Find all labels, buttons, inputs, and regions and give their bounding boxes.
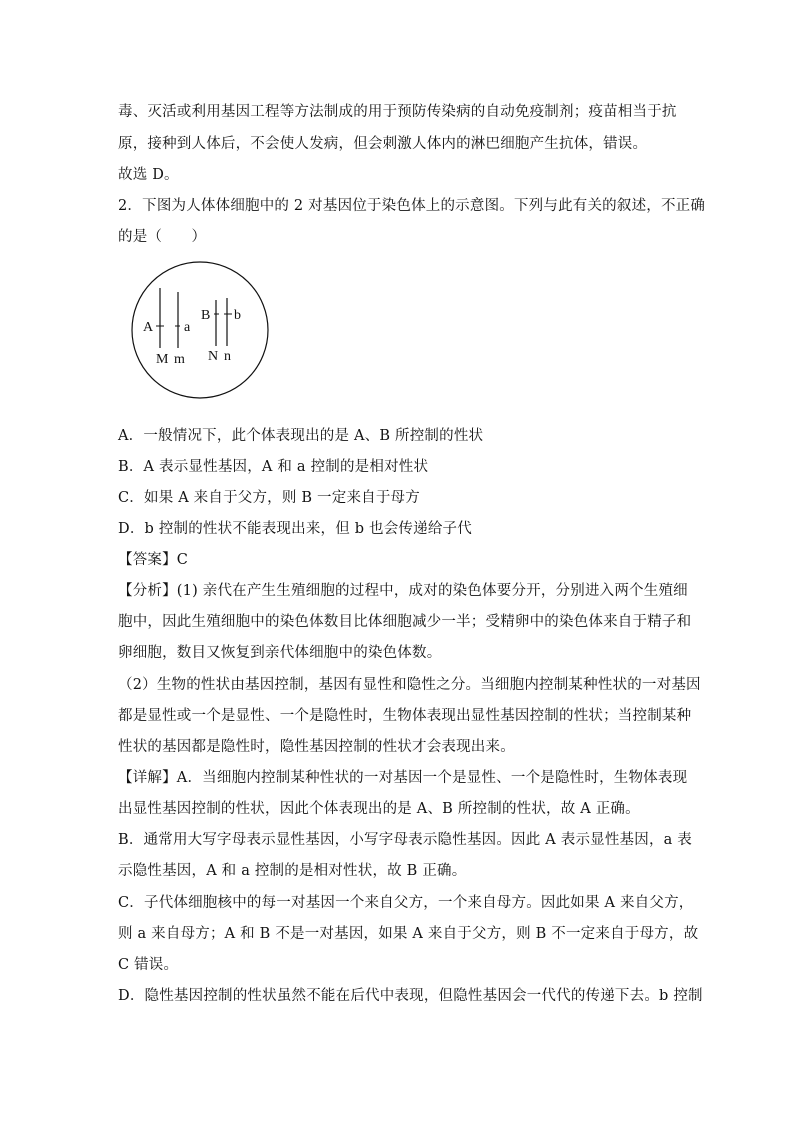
explanation-line: 出显性基因控制的性状，因此个体表现出的是 A、B 所控制的性状，故 A 正确。	[118, 801, 640, 817]
cell-figure	[128, 258, 278, 402]
option-a: A．一般情况下，此个体表现出的是 A、B 所控制的性状	[118, 428, 484, 444]
analysis-line: 【分析】(1) 亲代在产生生殖细胞的过程中，成对的染色体要分开，分别进入两个生殖细	[118, 583, 688, 599]
chromosome-label-m: m	[174, 352, 185, 367]
explanation-line: 【详解】A．当细胞内控制某种性状的一对基因一个是显性、一个是隐性时，生物体表现	[118, 770, 688, 786]
question-stem-end: 的是（ ）	[118, 229, 207, 245]
text-line: 原，接种到人体后，不会使人发病，但会刺激人体内的淋巴细胞产生抗体，错误。	[118, 136, 648, 152]
option-b: B．A 表示显性基因，A 和 a 控制的是相对性状	[118, 459, 429, 475]
chromosome-label-n: n	[224, 349, 231, 364]
chromosome-label-N: N	[208, 349, 219, 364]
explanation-line: 示隐性基因，A 和 a 控制的是相对性状，故 B 正确。	[118, 863, 467, 879]
chromosome-diagram	[128, 258, 278, 402]
gene-label-b: b	[234, 308, 241, 323]
gene-label-A: A	[143, 320, 154, 335]
analysis-line: 胞中，因此生殖细胞中的染色体数目比体细胞减少一半；受精卵中的染色体来自于精子和	[118, 614, 692, 630]
explanation-line: C．子代体细胞核中的每一对基因一个来自父方，一个来自母方。因此如果 A 来自父方，	[118, 895, 694, 911]
analysis-line: 都是显性或一个是显性、一个是隐性时，生物体表现出显性基因控制的性状；当控制某种	[118, 708, 692, 724]
explanation-line: C 错误。	[118, 957, 179, 973]
gene-label-a: a	[184, 320, 191, 335]
question-stem: 2．下图为人体体细胞中的 2 对基因位于染色体上的示意图。下列与此有关的叙述，不正确	[118, 198, 706, 214]
explanation-line: B．通常用大写字母表示显性基因，小写字母表示隐性基因。因此 A 表示显性基因，a 表	[118, 832, 692, 848]
text-line: 毒、灭活或利用基因工程等方法制成的用于预防传染病的自动免疫制剂；疫苗相当于抗	[118, 104, 677, 120]
explanation-line: 则 a 来自母方；A 和 B 不是一对基因，如果 A 来自于父方，则 B 不一定来自于母方，故	[118, 926, 699, 942]
explanation-line: D．隐性基因控制的性状虽然不能在后代中表现，但隐性基因会一代代的传递下去。b 控制	[118, 988, 703, 1004]
answer-line: 【答案】C	[118, 552, 189, 568]
option-d: D．b 控制的性状不能表现出来，但 b 也会传递给子代	[118, 521, 472, 537]
analysis-line: 性状的基因都是隐性时，隐性基因控制的性状才会表现出来。	[118, 739, 515, 755]
chromosome-label-M: M	[156, 352, 169, 367]
analysis-line: （2）生物的性状由基因控制，基因有显性和隐性之分。当细胞内控制某种性状的一对基因	[118, 677, 701, 693]
option-c: C．如果 A 来自于父方，则 B 一定来自于母方	[118, 490, 420, 506]
analysis-line: 卵细胞，数目又恢复到亲代体细胞中的染色体数。	[118, 645, 442, 661]
text-line: 故选 D。	[118, 167, 179, 183]
gene-label-B: B	[201, 308, 211, 323]
